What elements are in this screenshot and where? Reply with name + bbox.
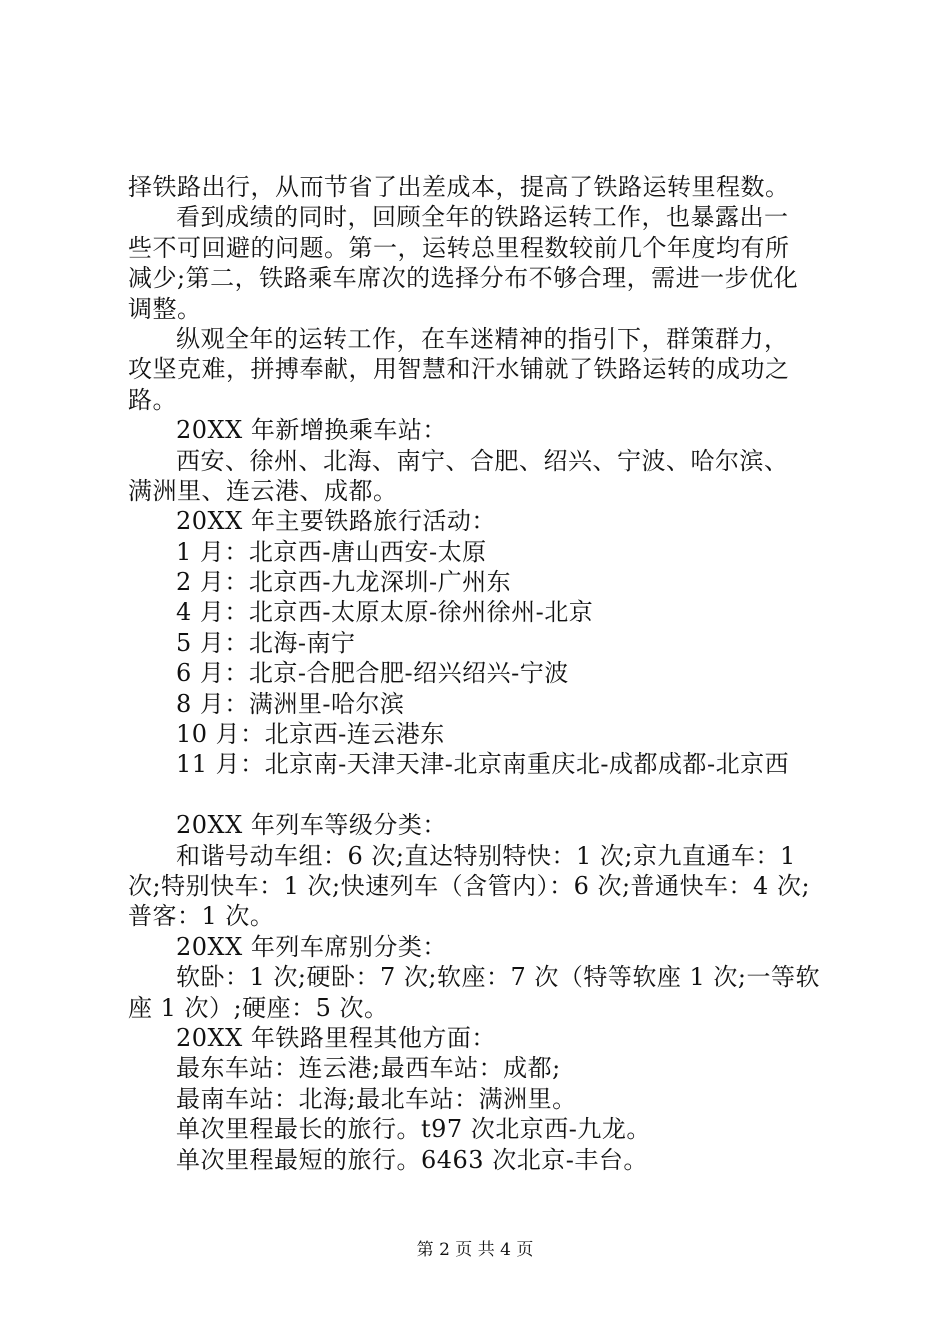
text-line: 8 月：满洲里-哈尔滨 [176,689,405,718]
text-line: 座 1 次）;硬座：5 次。 [128,993,389,1022]
text-line: 调整。 [128,294,202,323]
text-line: 西安、徐州、北海、南宁、合肥、绍兴、宁波、哈尔滨、 [176,446,789,475]
text-line: 单次里程最长的旅行。t97 次北京西-九龙。 [176,1115,651,1144]
text-line: 单次里程最短的旅行。6463 次北京-丰台。 [176,1145,648,1174]
text-line: 4 月：北京西-太原太原-徐州徐州-北京 [176,598,594,627]
text-line: 20XX 年新增换乘车站： [176,416,447,445]
text-line: 软卧：1 次;硬卧：7 次;软座：7 次（特等软座 1 次;一等软 [176,963,820,992]
text-line: 11 月：北京南-天津天津-北京南重庆北-成都成都-北京西 [176,750,790,779]
text-line: 20XX 年主要铁路旅行活动： [176,507,496,536]
text-line: 20XX 年列车等级分类： [176,811,447,840]
text-line: 看到成绩的同时，回顾全年的铁路运转工作，也暴露出一 [176,203,789,232]
text-line: 次;特别快车：1 次;快速列车（含管内）：6 次;普通快车：4 次; [128,871,811,900]
text-line: 6 月：北京-合肥合肥-绍兴绍兴-宁波 [176,659,569,688]
text-line: 普客：1 次。 [128,902,275,931]
text-line: 1 月：北京西-唐山西安-太原 [176,537,487,566]
text-line: 攻坚克难，拼搏奉献，用智慧和汗水铺就了铁路运转的成功之 [128,355,790,384]
text-line: 择铁路出行，从而节省了出差成本，提高了铁路运转里程数。 [128,173,790,201]
text-line: 2 月：北京西-九龙深圳-广州东 [176,568,512,597]
text-line: 路。 [128,385,177,414]
text-line: 纵观全年的运转工作，在车迷精神的指引下，群策群力， [176,324,789,353]
text-line: 最东车站：连云港;最西车站：成都; [176,1054,561,1083]
text-line: 些不可回避的问题。第一，运转总里程数较前几个年度均有所 [128,233,790,262]
page-footer: 第 2 页 共 4 页 [416,1240,534,1260]
document-body [128,172,840,1175]
blank-line [128,780,840,810]
text-line: 20XX 年铁路里程其他方面： [176,1023,496,1052]
text-line: 减少;第二，铁路乘车席次的选择分布不够合理，需进一步优化 [128,264,799,293]
text-line: 5 月：北海-南宁 [176,628,356,657]
text-line: 和谐号动车组：6 次;直达特别特快：1 次;京九直通车：1 [176,841,796,870]
text-line: 10 月：北京西-连云港东 [176,720,445,749]
text-line: 最南车站：北海;最北车站：满洲里。 [176,1084,577,1113]
text-line: 20XX 年列车席别分类： [176,932,447,961]
text-line: 满洲里、连云港、成都。 [128,476,398,505]
